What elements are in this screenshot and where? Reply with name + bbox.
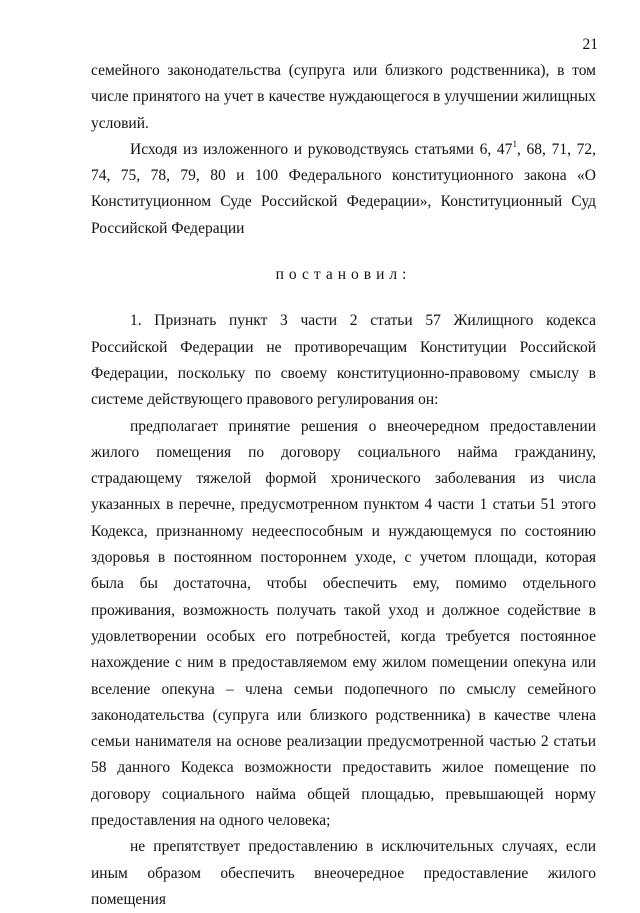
paragraph-does-not-prevent: не препятствует предоставлению в исключительных случаях, если иным образом обеспечить внеочередное предоставление жилого помещения xyxy=(91,838,596,908)
paragraph-continuation: семейного законодательства (супруга или близкого родственника), в том числе принятого на учет в качестве нуждающегося в улучшении жилищных условий. xyxy=(91,62,596,132)
resolution-heading: постановил: xyxy=(275,266,412,284)
paragraph-item-1: 1. Признать пункт 3 части 2 статьи 57 Жилищного кодекса Российской Федерации не противоречащим Конституции Российской Федерации, поскольку по своему конституционно-правовому смыслу в системе действующего правового регулирования он: xyxy=(91,312,596,409)
legal-basis-text-start: Исходя из изложенного и руководствуясь статьями 6, 47 xyxy=(130,140,513,158)
article-superscript: 1 xyxy=(512,138,517,149)
legal-basis-text-end: , 68, 71, 72, 74, 75, 78, 79, 80 и 100 Федерального конституционного закона «О Конституционном Суде Российской Федерации», Конституционный Суд Российской Федерации xyxy=(91,140,596,237)
paragraph-legal-basis xyxy=(91,137,596,242)
document-body xyxy=(91,58,596,913)
page-number: 21 xyxy=(582,36,598,53)
paragraph-presumes: предполагает принятие решения о внеочередном предоставлении жилого помещения по договору социального найма гражданину, страдающему тяжелой формой хронического заболевания из числа указанных в перечне, предусмотренном пунктом 4 части 1 статьи 51 этого Кодекса, признанному недееспособным и нуждающемуся по состоянию здоровья в постоянном постороннем уходе, с учетом площади, которая была бы достаточна, чтобы обеспечить ему, помимо отдельного проживания, возможность получать такой уход и должное содействие в удовлетворении особых его потребностей, когда требуется постоянное нахождение с ним в предоставляемом ему жилом помещении опекуна или вселение опекуна – члена семьи подопечного по смыслу семейного законодательства (супруга или близкого родственника) в качестве члена семьи нанимателя на основе реализации предусмотренной частью 2 статьи 58 данного Кодекса возможности предоставить жилое помещение по договору социального найма общей площадью, превышающей норму предоставления на одного человека; xyxy=(91,417,596,830)
